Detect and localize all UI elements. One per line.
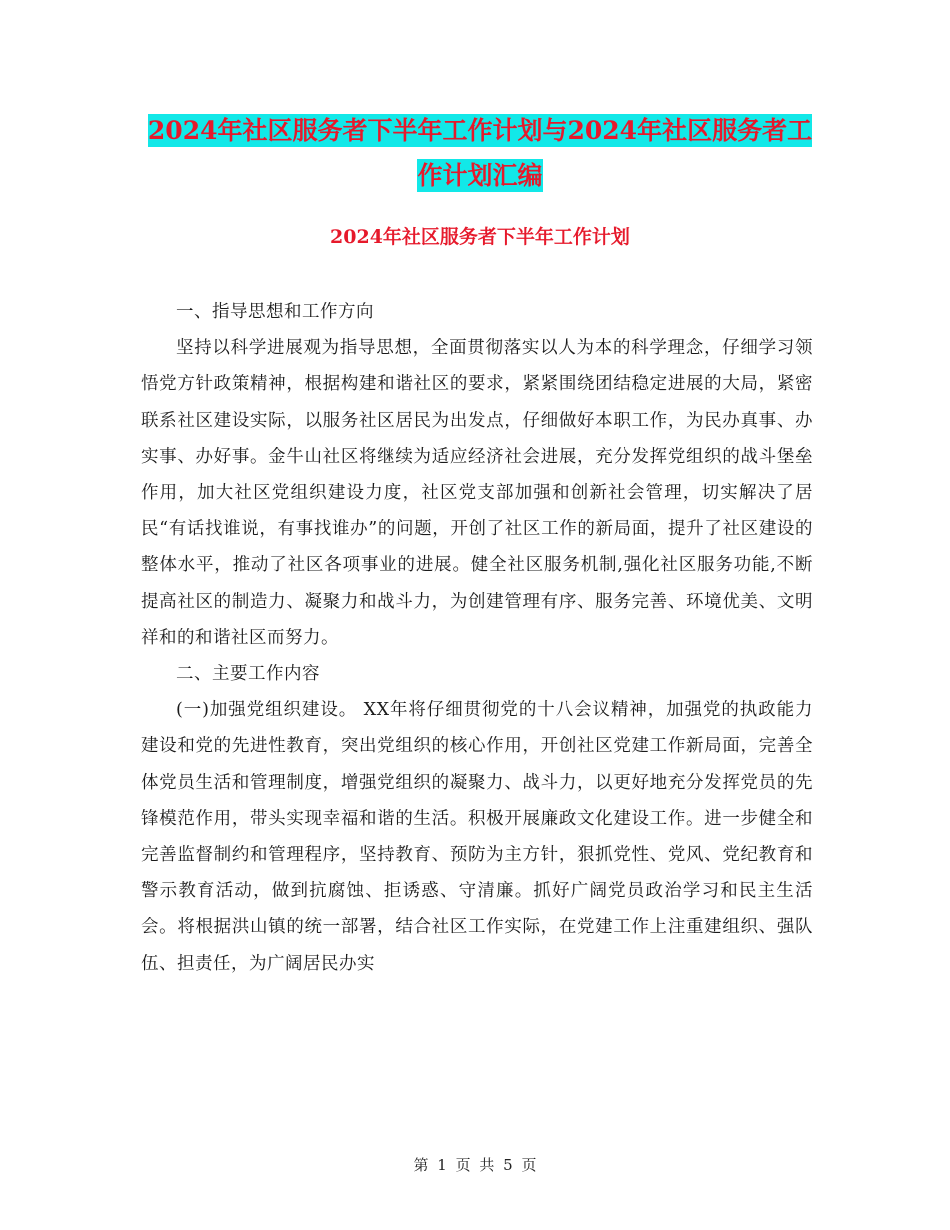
document-title — [140, 108, 820, 198]
paragraph-guiding-principles: 坚持以科学进展观为指导思想，全面贯彻落实以人为本的科学理念，仔细学习领悟党方针政策精神，根据构建和谐社区的要求，紧紧围绕团结稳定进展的大局，紧密联系社区建设实际，以服务社区居民为出发点，仔细做好本职工作，为民办真事、办实事、办好事。金牛山社区将继续为适应经济社会进展，充分发挥党组织的战斗堡垒作用，加大社区党组织建设力度，社区党支部加强和创新社会管理，切实解决了居民“有话找谁说，有事找谁办”的问题，开创了社区工作的新局面，提升了社区建设的整体水平，推动了社区各项事业的进展。健全社区服务机制,强化社区服务功能,不断提高社区的制造力、凝聚力和战斗力，为创建管理有序、服务完善、环境优美、文明祥和的和谐社区而努力。 — [141, 338, 813, 648]
heading-main-work: 二、主要工作内容 — [176, 664, 320, 685]
section-title: 2024年社区服务者下半年工作计划 — [330, 226, 630, 248]
page-footer: 第 1 页 共 5 页 — [413, 1156, 537, 1174]
document-title-text: 2024年社区服务者下半年工作计划与2024年社区服务者工作计划汇编 — [147, 116, 813, 190]
heading-guiding-principles: 一、指导思想和工作方向 — [176, 302, 374, 322]
paragraph-party-building: (一)加强党组织建设。 XX年将仔细贯彻党的十八会议精神，加强党的执政能力建设和党的先进性教育，突出党组织的核心作用，开创社区党建工作新局面，完善全体党员生活和管理制度，增强党组织的凝聚力、战斗力，以更好地充分发挥党员的先锋模范作用，带头实现幸福和谐的生活。积极开展廉政文化建设工作。进一步健全和完善监督制约和管理程序，坚持教育、预防为主方针，狠抓党性、党风、党纪教育和警示教育活动，做到抗腐蚀、拒诱惑、守清廉。抓好广阔党员政治学习和民主生活会。将根据洪山镇的统一部署，结合社区工作实际，在党建工作上注重建组织、强队伍、担责任，为广阔居民办实 — [141, 700, 813, 974]
document-body — [141, 294, 813, 982]
